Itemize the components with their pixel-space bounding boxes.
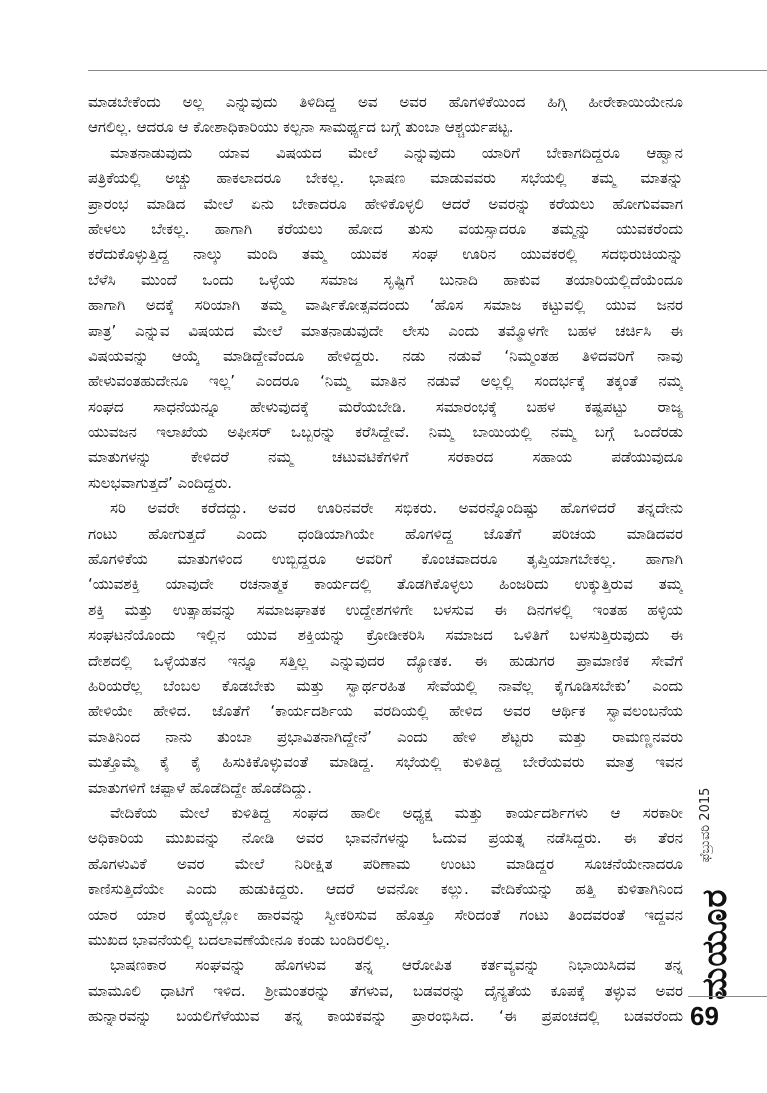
text-line: ಯಾರ ಯಾರ ಕೈಯ್ಯಲ್ಲೋ ಹಾರವನ್ನು ಸ್ವೀಕರಿಸುವ ಹೊತ್ತೂ ಸೇರಿದಂತೆ ಗಂಟು ತಿಂದವರಂತೆ ಇದ್ದವನ — [88, 905, 683, 924]
paragraph — [88, 90, 683, 141]
text-line: ಹುನ್ನಾರವನ್ನು ಬಯಲಿಗೆಳೆಯುವ ತನ್ನ ಕಾಯಕವನ್ನು ಪ್ರಾರಂಭಿಸಿದ. ‘ಈ ಪ್ರಪಂಚದಲ್ಲಿ ಬಡವರೆಂದು — [88, 1007, 683, 1026]
text-line: ಹೇಳಲು ಬೇಕಲ್ಲ. ಹಾಗಾಗಿ ಕರೆಯಲು ಹೋದ ತುಸು ವಯಸ್ಸಾದರೂ ತಮ್ಮನ್ನು ಯುವಕರೆಂದು — [88, 219, 683, 238]
text-line: ಸುಲಭವಾಗುತ್ತದೆ’ ಎಂದಿದ್ದರು. — [88, 473, 233, 492]
text-line: ಸಂಘದ ಸಾಧನೆಯನ್ನೂ ಹೇಳುವುದಕ್ಕೆ ಮರೆಯಬೇಡಿ. ಸಮಾರಂಭಕ್ಕೆ ಬಹಳ ಕಷ್ಟಪಟ್ಟು ರಾಜ್ಯ — [88, 397, 683, 416]
footer-divider — [688, 996, 767, 997]
text-line: ಮುಖದ ಭಾವನೆಯಲ್ಲಿ ಬದಲಾವಣೆಯೇನೂ ಕಂಡು ಬಂದಿರಲಿಲ್ಲ. — [88, 930, 391, 949]
text-line: ಮಾತುಗಳಿಗೆ ಚಪ್ಪಾಳೆ ಹೊಡೆದಿದ್ದೇ ಹೊಡೆದಿದ್ದು. — [88, 778, 313, 797]
text-line: ಶಕ್ತಿ ಮತ್ತು ಉತ್ಸಾಹವನ್ನು ಸಮಾಜಘಾತಕ ಉದ್ದೇಶಗಳಿಗೇ ಬಳಸುವ ಈ ದಿನಗಳಲ್ಲಿ ಇಂತಹ ಹಳ್ಳಿಯ — [88, 600, 683, 619]
text-line: ಭಾಷಣಕಾರ ಸಂಘವನ್ನು ಹೊಗಳುವ ತನ್ನ ಆರೋಪಿತ ಕರ್ತವ್ಯವನ್ನು ನಿಭಾಯಿಸಿದವ ತನ್ನ — [110, 956, 683, 975]
paragraph — [88, 953, 683, 1029]
text-line: ಮಾತನಾಡುವುದು ಯಾವ ವಿಷಯದ ಮೇಲೆ ಎನ್ನುವುದು ಯಾರಿಗೆ ಬೇಕಾಗದಿದ್ದರೂ ಆಹ್ವಾನ — [110, 143, 683, 162]
text-line: ಮಾತುಗಳನ್ನು ಕೇಳಿದರೆ ನಮ್ಮ ಚಟುವಟಿಕೆಗಳಿಗೆ ಸರಕಾರದ ಸಹಾಯ ಪಡೆಯುವುದೂ — [88, 448, 683, 467]
header-divider — [88, 70, 767, 71]
text-line: ಸರಿ ಅವರೇ ಕರೆದದ್ದು. ಅವರ ಊರಿನವರೇ ಸಭಿಕರು. ಅವರನ್ನೊಂದಿಷ್ಟು ಹೊಗಳಿದರೆ ತನ್ನದೇನು — [110, 499, 683, 518]
text-line: ಪ್ರಾರಂಭ ಮಾಡಿದ ಮೇಲೆ ಏನು ಬೇಕಾದರೂ ಹೇಳಿಕೊಳ್ಳಲಿ ಆದರೆ ಅವರನ್ನು ಕರೆಯಲು ಹೋಗುವವಾಗ — [88, 194, 683, 213]
text-line: ‘ಯುವಶಕ್ತಿ ಯಾವುದೇ ರಚನಾತ್ಮಕ ಕಾರ್ಯದಲ್ಲಿ ತೊಡಗಿಕೊಳ್ಳಲು ಹಿಂಜರಿದು ಉಕ್ಕುತ್ತಿರುವ ತಮ್ಮ — [88, 575, 683, 594]
text-line: ಬೆಳೆಸಿ ಮುಂದೆ ಒಂದು ಒಳ್ಳೆಯ ಸಮಾಜ ಸೃಷ್ಟಿಗೆ ಬುನಾದಿ ಹಾಕುವ ತಯಾರಿಯಲ್ಲಿದೆಯೆಂದೂ — [88, 270, 683, 289]
text-line: ಮಾತಿನಿಂದ ನಾನು ತುಂಬಾ ಪ್ರಭಾವಿತನಾಗಿದ್ದೇನೆ’ ಎಂದು ಹೇಳಿ ಶೆಟ್ಟರು ಮತ್ತು ರಾಮಣ್ಣನವರು — [88, 727, 683, 746]
article-body — [88, 90, 683, 1029]
text-line: ಹಾಗಾಗಿ ಅದಕ್ಕೆ ಸರಿಯಾಗಿ ತಮ್ಮ ವಾರ್ಷಿಕೋತ್ಸವದಂದು ‘ಹೊಸ ಸಮಾಜ ಕಟ್ಟುವಲ್ಲಿ ಯುವ ಜನರ — [88, 296, 683, 315]
issue-date: ಫೆಬ್ರುವರಿ 2015 — [698, 787, 713, 863]
text-line: ಹೊಗಳುವಿಕೆ ಅವರ ಮೇಲೆ ನಿರೀಕ್ಷಿತ ಪರಿಣಾಮ ಉಂಟು ಮಾಡಿದ್ದರ ಸೂಚನೆಯೇನಾದರೂ — [88, 854, 683, 873]
text-line: ಹೇಳಿಯೇ ಹೇಳಿದ. ಜೊತೆಗೆ ‘ಕಾರ್ಯದರ್ಶಿಯ ವರದಿಯಲ್ಲಿ ಹೇಳಿದ ಅವರ ಆರ್ಥಿಕ ಸ್ವಾವಲಂಬನೆಯ — [88, 702, 683, 721]
paragraph — [88, 141, 683, 496]
text-line: ಮಾಮೂಲಿ ಧಾಟಿಗೆ ಇಳಿದ. ಶ್ರೀಮಂತರನ್ನು ತೆಗಳುವ, ಬಡವರನ್ನು ದೈನ್ಯತೆಯ ಕೂಪಕ್ಕೆ ತಳ್ಳುವ ಅವರ — [88, 981, 683, 1000]
text-line: ಹಿರಿಯರೆಲ್ಲ ಬೆಂಬಲ ಕೊಡಬೇಕು ಮತ್ತು ಸ್ವಾರ್ಥರಹಿತ ಸೇವೆಯಲ್ಲಿ ನಾವೆಲ್ಲ ಕೈಗೂಡಿಸಬೇಕು’ ಎಂದು — [88, 676, 683, 695]
page-number: 69 — [690, 1001, 719, 1031]
text-line: ಹೊಗಳಿಕೆಯ ಮಾತುಗಳಿಂದ ಉಬ್ಬಿದ್ದರೂ ಅವರಿಗೆ ಕೊಂಚವಾದರೂ ತೃಪ್ತಿಯಾಗಬೇಕಲ್ಲ. ಹಾಗಾಗಿ — [88, 550, 683, 569]
paragraph — [88, 801, 683, 953]
text-line: ಕಾಣಿಸುತ್ತಿದೆಯೇ ಎಂದು ಹುಡುಕಿದ್ದರು. ಆದರೆ ಅವನೋ ಕಲ್ಲು. ವೇದಿಕೆಯನ್ನು ಹತ್ತಿ ಕುಳಿತಾಗಿನಿಂದ — [88, 880, 683, 899]
text-line: ಮಾಡಬೇಕೆಂದು ಅಲ್ಲ ಎನ್ನುವುದು ತಿಳಿದಿದ್ದ ಅವ ಅವರ ಹೊಗಳಿಕೆಯಿಂದ ಹಿಗ್ಗಿ ಹೀರೇಕಾಯಿಯೇನೂ — [88, 93, 683, 111]
text-line: ವಿಷಯವನ್ನು ಆಯ್ಕೆ ಮಾಡಿದ್ದೇವೆಂದೂ ಹೇಳಿದ್ದರು. ನಡು ನಡುವೆ ‘ನಿಮ್ಮಂತಹ ತಿಳಿದವರಿಗೆ ನಾವು — [88, 346, 683, 365]
text-line: ಗಂಟು ಹೋಗುತ್ತದೆ ಎಂದು ಧಂಡಿಯಾಗಿಯೇ ಹೊಗಳಿದ್ದ ಜೊತೆಗೆ ಪರಿಚಯ ಮಾಡಿದವರ — [88, 524, 683, 543]
text-line: ಸಂಘಟನೆಯೊಂದು ಇಲ್ಲಿನ ಯುವ ಶಕ್ತಿಯನ್ನು ಕ್ರೋಡೀಕರಿಸಿ ಸಮಾಜದ ಒಳಿತಿಗೆ ಬಳಸುತ್ತಿರುವುದು ಈ — [88, 626, 683, 645]
text-line: ಮತ್ತೊಮ್ಮೆ ಕೈ ಕೈ ಹಿಸುಕಿಕೊಳ್ಳುವಂತೆ ಮಾಡಿದ್ದ. ಸಭೆಯಲ್ಲಿ ಕುಳಿತಿದ್ದ ಬೇರೆಯವರು ಮಾತ್ರ ಇವನ — [88, 753, 683, 772]
magazine-logo: ಮಯೂರ — [695, 888, 735, 1000]
text-line: ವೇದಿಕೆಯ ಮೇಲೆ ಕುಳಿತಿದ್ದ ಸಂಘದ ಹಾಲೀ ಅಧ್ಯಕ್ಷ ಮತ್ತು ಕಾರ್ಯದರ್ಶಿಗಳು ಆ ಸರಕಾರೀ — [110, 803, 683, 822]
text-line: ಆಗಲಿಲ್ಲ. ಆದರೂ ಆ ಕೋಶಾಧಿಕಾರಿಯು ಕಲ್ಪನಾ ಸಾಮರ್ಥ್ಯದ ಬಗ್ಗೆ ತುಂಬಾ ಆಶ್ಚರ್ಯಪಟ್ಟ. — [88, 118, 514, 137]
text-line: ಅಧಿಕಾರಿಯ ಮುಖವನ್ನು ನೋಡಿ ಅವರ ಭಾವನೆಗಳನ್ನು ಓದುವ ಪ್ರಯತ್ನ ನಡೆಸಿದ್ದರು. ಈ ತೆರನ — [88, 829, 683, 848]
text-line: ಯುವಜನ ಇಲಾಖೆಯ ಅಫೀಸರ್ ಒಬ್ಬರನ್ನು ಕರೆಸಿದ್ದೇವೆ. ನಿಮ್ಮ ಬಾಯಿಯಲ್ಲಿ ನಮ್ಮ ಬಗ್ಗೆ ಒಂದೆರಡು — [88, 423, 683, 442]
text-line: ಹೇಳುವಂತಹುದೇನೂ ಇಲ್ಲ’ ಎಂದರೂ ‘ನಿಮ್ಮ ಮಾತಿನ ನಡುವೆ ಅಲ್ಲಲ್ಲಿ ಸಂದರ್ಭಕ್ಕೆ ತಕ್ಕಂತೆ ನಮ್ಮ — [88, 372, 683, 391]
text-line: ದೇಶದಲ್ಲಿ ಒಳ್ಳೆಯತನ ಇನ್ನೂ ಸತ್ತಿಲ್ಲ ಎನ್ನುವುದರ ದ್ಯೋತಕ. ಈ ಹುಡುಗರ ಪ್ರಾಮಾಣಿಕ ಸೇವೆಗೆ — [88, 651, 683, 670]
paragraph — [88, 496, 683, 801]
text-line: ಪಾತ್ರ’ ಎನ್ನುವ ವಿಷಯದ ಮೇಲೆ ಮಾತನಾಡುವುದೇ ಲೇಸು ಎಂದು ತಮ್ಮೊಳಗೇ ಬಹಳ ಚರ್ಚಿಸಿ ಈ — [88, 321, 683, 340]
text-line: ಪತ್ರಿಕೆಯಲ್ಲಿ ಅಚ್ಚು ಹಾಕಲಾದರೂ ಬೇಕಲ್ಲ. ಭಾಷಣ ಮಾಡುವವರು ಸಭೆಯಲ್ಲಿ ತಮ್ಮ ಮಾತನ್ನು — [88, 169, 683, 188]
text-line: ಕರೆದುಕೊಳ್ಳುತ್ತಿದ್ದ ನಾಲ್ಕು ಮಂದಿ ತಮ್ಮ ಯುವಕ ಸಂಘ ಊರಿನ ಯುವಕರಲ್ಲಿ ಸದಭಿರುಚಿಯನ್ನು — [88, 245, 683, 264]
